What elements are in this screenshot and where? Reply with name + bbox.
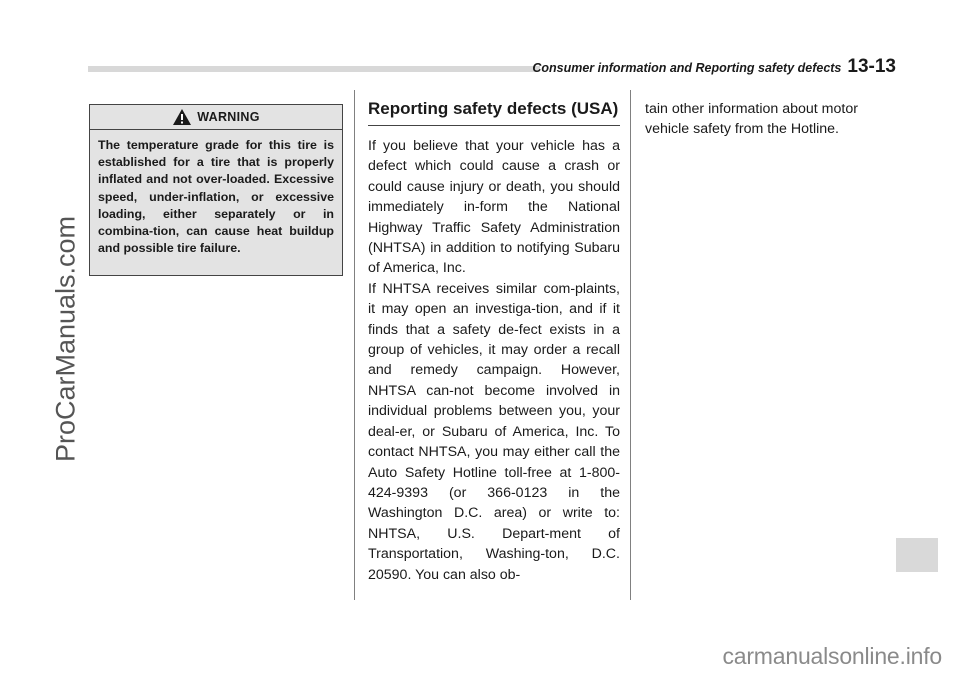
warning-box — [89, 104, 343, 276]
side-watermark: ProCarManuals.com — [50, 215, 81, 463]
page-number: 13-13 — [847, 56, 896, 77]
section-title: Consumer information and Reporting safety defects — [532, 61, 842, 75]
paragraph-1: If you believe that your vehicle has a defect which could cause a crash or could cause injury or death, you should immediately in-form the National Highway Traffic Safety Administration (NHTSA) in addition to notifying Subaru of America, Inc. — [368, 138, 620, 277]
page-header — [532, 56, 896, 78]
column-divider-right — [630, 90, 631, 600]
continuation-column — [645, 99, 900, 140]
column-divider-left — [354, 90, 355, 600]
section-heading: Reporting safety defects (USA) — [368, 98, 620, 126]
paragraph-2: If NHTSA receives similar com-plaints, it may open an investiga-tion, and if it finds that a safety de-fect exists in a group of vehicles, it may order a recall and remedy campaign. However, NHTSA can-not become involved in individual problems between you, your deal-er, or Subaru of America, Inc. To contact NHTSA, you may either call the Auto Safety Hotline toll-free at 1-800-424-9393 (or 366-0123 in the Washington D.C. area) or write to: NHTSA, U.S. Depart-ment of Transportation, Washing-ton, D.C. 20590. You can also ob- — [368, 280, 620, 583]
section-body — [368, 136, 620, 585]
warning-header — [90, 105, 342, 130]
warning-label: WARNING — [197, 110, 260, 124]
header-rule — [88, 66, 540, 72]
warning-triangle-icon — [172, 108, 192, 126]
paragraph-continuation: tain other information about motor vehicle safety from the Hotline. — [645, 101, 858, 138]
warning-text: The temperature grade for this tire is established for a tire that is properly inflated and not over-loaded. Excessive speed, under-inflation, or excessive loading, either separately or in combina-tion, can cause heat buildup and possible tire failure. — [98, 138, 334, 256]
reporting-section — [368, 98, 620, 585]
chapter-thumb-tab — [896, 538, 938, 572]
bottom-watermark: carmanualsonline.info — [722, 643, 942, 669]
